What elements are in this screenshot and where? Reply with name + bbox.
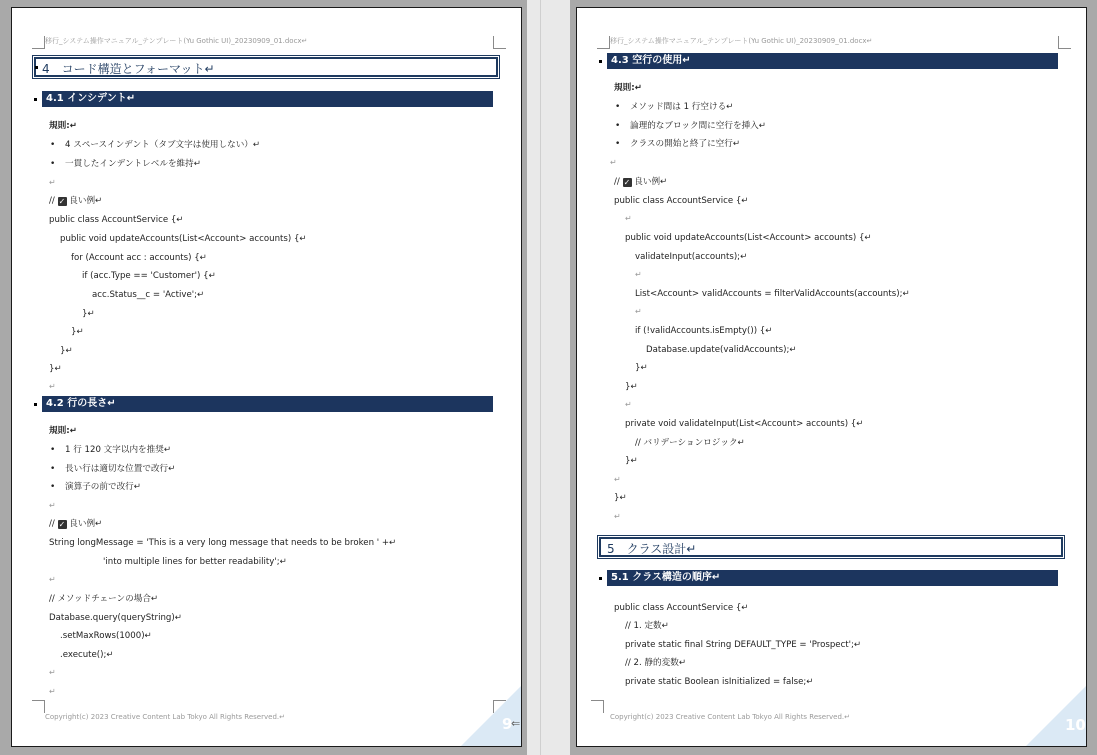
code-comment: // 2. 静的変数↵ [625, 658, 687, 668]
page-header: 移行_システム操作マニュアル_テンプレート(Yu Gothic UI)_20230909_01.docx↵ [45, 37, 308, 45]
code-comment: // メソッドチェーンの場合↵ [49, 594, 159, 604]
good-example-comment: // ✓ 良い例↵ [49, 519, 103, 529]
good-example-comment: // ✓ 良い例↵ [614, 177, 668, 187]
code-comment: // 1. 定数↵ [625, 621, 669, 631]
heading-4-code-structure[interactable]: 4 コード構造とフォーマット↵ [34, 57, 498, 77]
code-line: }↵ [625, 456, 638, 466]
heading-4-3-blank-lines[interactable]: 4.3 空行の使用↵ [607, 53, 1058, 69]
heading-marker [34, 403, 37, 406]
list-item: • 論理的なブロック間に空行を挿入↵ [630, 120, 766, 132]
page-number: 10 [1065, 716, 1086, 734]
code-line: public class AccountService {↵ [614, 603, 749, 613]
document-page-right [576, 7, 1087, 747]
code-line: .setMaxRows(1000)↵ [60, 631, 152, 641]
heading-marker [35, 66, 38, 69]
code-line: Database.update(validAccounts);↵ [646, 345, 797, 355]
paragraph-mark: ↵ [625, 400, 632, 409]
crop-mark [32, 700, 45, 713]
code-line: private static final String DEFAULT_TYPE = 'Prospect';↵ [625, 640, 862, 650]
heading-4-1-indent[interactable]: 4.1 インシデント↵ [42, 91, 493, 107]
paragraph-mark: ↵ [614, 512, 621, 521]
document-page-left [11, 7, 522, 747]
list-item: • クラスの開始と終了に空行↵ [630, 138, 740, 150]
code-line: }↵ [614, 493, 627, 503]
crop-mark [591, 700, 604, 713]
rules-label: 規則:↵ [49, 426, 77, 436]
code-line: String longMessage = 'This is a very long message that needs to be broken ' +↵ [49, 538, 397, 548]
heading-4-2-line-length[interactable]: 4.2 行の長さ↵ [42, 396, 493, 412]
code-line: if (acc.Type == 'Customer') {↵ [82, 271, 216, 281]
code-line: .execute();↵ [60, 650, 114, 660]
paragraph-mark: ↵ [49, 668, 56, 677]
paragraph-mark: ↵ [614, 475, 621, 484]
crop-mark [597, 36, 610, 49]
paragraph-mark: ↵ [625, 214, 632, 223]
crop-mark [32, 36, 45, 49]
code-line: public class AccountService {↵ [49, 215, 184, 225]
list-item: • メソッド間は 1 行空ける↵ [630, 101, 733, 113]
page-footer: Copyright(c) 2023 Creative Content Lab Tokyo All Rights Reserved.↵ [610, 713, 850, 721]
crop-mark [1058, 36, 1071, 49]
paragraph-mark: ↵ [49, 501, 56, 510]
rules-label: 規則:↵ [614, 83, 642, 93]
code-line: }↵ [82, 309, 95, 319]
code-line: private static Boolean isInitialized = false;↵ [625, 677, 814, 687]
code-line: public class AccountService {↵ [614, 196, 749, 206]
list-item: • 一貫したインデントレベルを維持↵ [65, 158, 201, 170]
code-line: if (!validAccounts.isEmpty()) {↵ [635, 326, 773, 336]
paragraph-mark: ↵ [49, 687, 56, 696]
code-line: }↵ [60, 346, 73, 356]
paragraph-mark: ↵ [49, 575, 56, 584]
code-line: }↵ [635, 363, 648, 373]
checkbox-icon: ✓ [58, 197, 66, 206]
crop-mark [493, 36, 506, 49]
code-line: 'into multiple lines for better readability';↵ [103, 557, 287, 567]
list-item: • 演算子の前で改行↵ [65, 481, 141, 493]
code-line: private void validateInput(List<Account> accounts) {↵ [625, 419, 864, 429]
list-item: • 4 スペースインデント（タブ文字は使用しない）↵ [65, 139, 260, 151]
code-line: }↵ [625, 382, 638, 392]
code-line: validateInput(accounts);↵ [635, 252, 748, 262]
page-number: 9 [502, 715, 513, 733]
paragraph-mark: ↵ [49, 382, 56, 391]
code-line: for (Account acc : accounts) {↵ [71, 253, 207, 263]
paragraph-mark: ↵ [610, 158, 617, 167]
code-line: public void updateAccounts(List<Account> accounts) {↵ [60, 234, 307, 244]
list-item: • 1 行 120 文字以内を推奨↵ [65, 444, 171, 456]
code-line: }↵ [71, 327, 84, 337]
paragraph-mark: ↵ [635, 307, 642, 316]
page-gutter [527, 0, 570, 755]
heading-marker [34, 98, 37, 101]
paragraph-mark: ↵ [635, 270, 642, 279]
rules-label: 規則:↵ [49, 121, 77, 131]
paragraph-mark: ↵ [49, 178, 56, 187]
list-item: • 長い行は適切な位置で改行↵ [65, 463, 175, 475]
heading-5-class-design[interactable]: 5 クラス設計↵ [599, 537, 1063, 557]
return-arrow-icon: ⇐ [511, 717, 521, 730]
heading-marker [599, 577, 602, 580]
heading-marker [599, 60, 602, 63]
code-line: List<Account> validAccounts = filterValidAccounts(accounts);↵ [635, 289, 910, 299]
code-line: }↵ [49, 364, 62, 374]
code-line: Database.query(queryString)↵ [49, 613, 182, 623]
heading-5-1-class-order[interactable]: 5.1 クラス構造の順序↵ [607, 570, 1058, 586]
good-example-comment: // ✓ 良い例↵ [49, 196, 103, 206]
page-header: 移行_システム操作マニュアル_テンプレート(Yu Gothic UI)_20230909_01.docx↵ [610, 37, 873, 45]
checkbox-icon: ✓ [58, 520, 66, 529]
checkbox-icon: ✓ [623, 178, 631, 187]
code-line: public void updateAccounts(List<Account> accounts) {↵ [625, 233, 872, 243]
code-line: acc.Status__c = 'Active';↵ [92, 290, 205, 300]
page-footer: Copyright(c) 2023 Creative Content Lab Tokyo All Rights Reserved.↵ [45, 713, 285, 721]
code-comment: // バリデーションロジック↵ [635, 438, 745, 448]
